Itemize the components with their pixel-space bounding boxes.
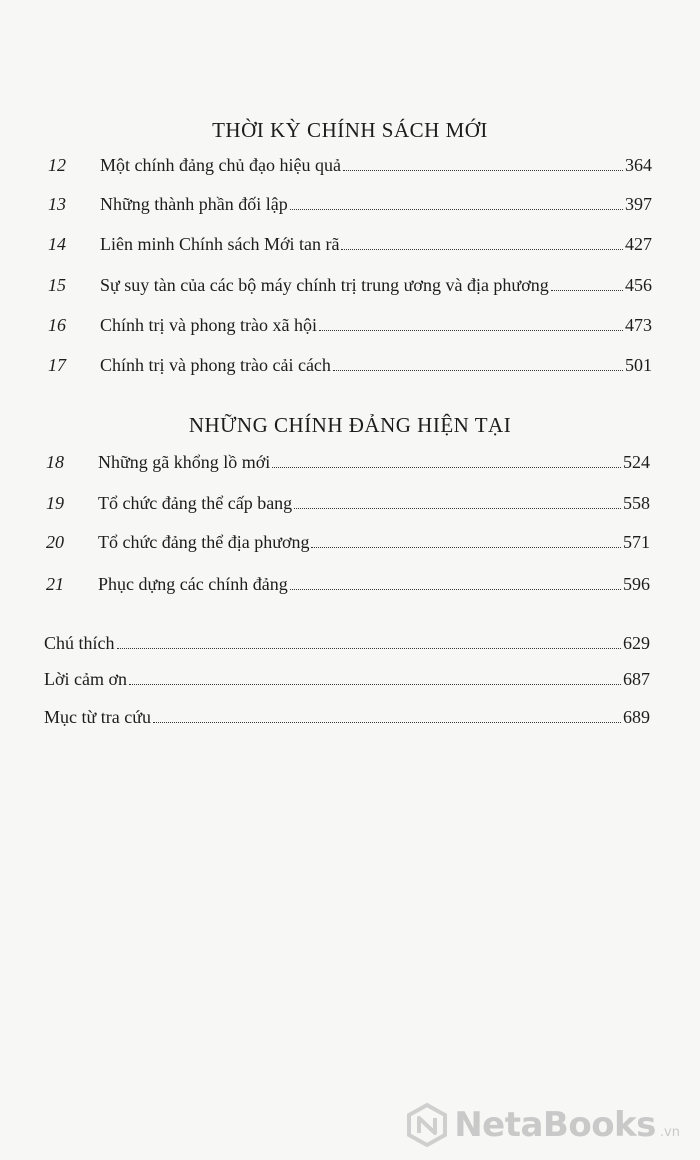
chapter-title: Phục dựng các chính đảng bbox=[98, 574, 288, 594]
dot-leader bbox=[117, 648, 622, 649]
page-number: 558 bbox=[623, 493, 650, 513]
toc-entry bbox=[48, 350, 652, 376]
toc-entry bbox=[46, 527, 650, 553]
toc-entry bbox=[48, 310, 652, 336]
toc-entry bbox=[48, 150, 652, 176]
dot-leader bbox=[319, 330, 623, 331]
toc-entry bbox=[46, 569, 650, 595]
dot-leader bbox=[333, 370, 623, 371]
dot-leader bbox=[153, 722, 621, 723]
dot-leader bbox=[290, 589, 621, 590]
toc-backmatter-entry bbox=[44, 628, 650, 654]
page-number: 456 bbox=[625, 275, 652, 295]
chapter-title: Tổ chức đảng thể địa phương bbox=[98, 532, 310, 552]
backmatter-title: Mục từ tra cứu bbox=[44, 707, 151, 727]
chapter-number: 17 bbox=[48, 355, 66, 375]
toc-entry bbox=[48, 189, 652, 215]
chapter-title: Tổ chức đảng thể cấp bang bbox=[98, 493, 293, 513]
chapter-number: 12 bbox=[48, 155, 66, 175]
toc-entry bbox=[46, 447, 650, 473]
toc-backmatter-entry bbox=[44, 664, 650, 690]
dot-leader bbox=[129, 684, 621, 685]
chapter-title: Một chính đảng chủ đạo hiệu quả bbox=[100, 155, 341, 175]
chapter-title: Chính trị và phong trào cải cách bbox=[100, 355, 331, 375]
watermark-suffix: .vn bbox=[659, 1125, 680, 1140]
page-number: 397 bbox=[625, 194, 652, 214]
toc-entry bbox=[46, 488, 650, 514]
chapter-title: Những thành phần đối lập bbox=[100, 194, 288, 214]
chapter-number: 15 bbox=[48, 275, 66, 295]
chapter-title: Sự suy tàn của các bộ máy chính trị trung ương và địa phương bbox=[100, 275, 549, 295]
watermark-brand: NetaBooks bbox=[454, 1105, 656, 1145]
section-title-current-parties: NHỮNG CHÍNH ĐẢNG HIỆN TẠI bbox=[188, 413, 512, 437]
chapter-number: 20 bbox=[46, 532, 64, 552]
dot-leader bbox=[551, 290, 623, 291]
toc-entry bbox=[48, 229, 652, 255]
page-number: 524 bbox=[623, 452, 650, 472]
page-number: 427 bbox=[625, 234, 652, 254]
chapter-number: 21 bbox=[46, 574, 64, 594]
toc-backmatter-entry bbox=[44, 702, 650, 728]
dot-leader bbox=[272, 467, 621, 468]
backmatter-title: Chú thích bbox=[44, 633, 115, 653]
toc-entry bbox=[48, 270, 652, 296]
chapter-title: Liên minh Chính sách Mới tan rã bbox=[100, 234, 340, 254]
page-number: 364 bbox=[625, 155, 652, 175]
section-title-new-deal: THỜI KỲ CHÍNH SÁCH MỚI bbox=[212, 118, 488, 142]
chapter-number: 14 bbox=[48, 234, 66, 254]
chapter-number: 18 bbox=[46, 452, 64, 472]
chapter-number: 19 bbox=[46, 493, 64, 513]
dot-leader bbox=[341, 249, 623, 250]
page-number: 571 bbox=[623, 532, 650, 552]
backmatter-title: Lời cảm ơn bbox=[44, 669, 128, 689]
watermark bbox=[404, 1102, 680, 1148]
dot-leader bbox=[294, 508, 621, 509]
page-number: 473 bbox=[625, 315, 652, 335]
page-number: 629 bbox=[623, 633, 650, 653]
page-number: 689 bbox=[623, 707, 650, 727]
page-number: 596 bbox=[623, 574, 650, 594]
netabooks-logo-icon bbox=[404, 1102, 450, 1148]
page-number: 501 bbox=[625, 355, 652, 375]
dot-leader bbox=[311, 547, 621, 548]
dot-leader bbox=[343, 170, 623, 171]
chapter-number: 13 bbox=[48, 194, 66, 214]
page-number: 687 bbox=[623, 669, 650, 689]
chapter-title: Chính trị và phong trào xã hội bbox=[100, 315, 317, 335]
chapter-title: Những gã khổng lồ mới bbox=[98, 452, 271, 472]
dot-leader bbox=[290, 209, 623, 210]
chapter-number: 16 bbox=[48, 315, 66, 335]
